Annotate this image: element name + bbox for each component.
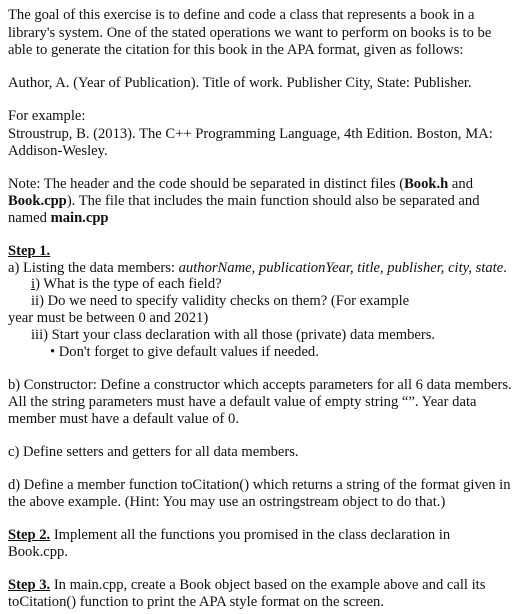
intro-line-2: library's system. One of the stated operations we want to perform on books is to be	[8, 25, 492, 41]
note-text: ). The file that includes the main function should also be separated and	[66, 193, 480, 209]
note-line-1	[8, 176, 473, 193]
note-text: Note: The header and the code should be separated in distinct files (	[8, 176, 405, 192]
note-file-main: main.cpp	[50, 210, 109, 226]
step1-b-line-1: b) Constructor: Define a constructor which accepts parameters for all 6 data members.	[8, 377, 512, 393]
apa-format-line: Author, A. (Year of Publication). Title of work. Publisher City, State: Publisher.	[8, 75, 472, 91]
step3-heading: Step 3.	[8, 577, 51, 593]
step1-heading	[8, 243, 50, 260]
step2-text: Implement all the functions you promised in the class declaration in	[50, 527, 451, 543]
step1-ii-line-1: ii) Do we need to specify validity checks on them? (For example	[31, 293, 410, 309]
note-line-3	[8, 210, 109, 227]
step1-i-text: ) What is the type of each field?	[35, 276, 222, 292]
example-line-2: Addison-Wesley.	[8, 143, 108, 159]
step1-iii-line: iii) Start your class declaration with all those (private) data members.	[31, 327, 436, 343]
step1-bullet-line	[50, 344, 319, 361]
note-line-2	[8, 193, 480, 210]
step2-line-2: Book.cpp.	[8, 544, 68, 560]
step1-a-members: authorName, publicationYear, title, publisher, city, state	[178, 260, 504, 276]
bullet-icon: •	[50, 344, 56, 360]
step2-heading: Step 2.	[8, 527, 51, 543]
example-line-1: Stroustrup, B. (2013). The C++ Programming Language, 4th Edition. Boston, MA:	[8, 126, 493, 142]
step1-a-text: a) Listing the data members:	[8, 260, 179, 276]
note-file-cpp: Book.cpp	[8, 193, 67, 209]
intro-line-3: able to generate the citation for this book in the APA format, given as follows:	[8, 42, 464, 58]
example-heading: For example:	[8, 108, 86, 124]
step1-heading-text: Step 1.	[8, 243, 51, 259]
step1-i-line	[31, 276, 222, 293]
step1-b-line-2: All the string parameters must have a default value of empty string “”. Year data	[8, 394, 477, 410]
step1-bullet-text: Don't forget to give default values if needed.	[58, 344, 319, 360]
note-text: named	[8, 210, 51, 226]
step1-ii-line-2: year must be between 0 and 2021)	[8, 310, 209, 326]
step1-d-line-1: d) Define a member function toCitation() which returns a string of the format given in	[8, 477, 511, 493]
note-text: and	[448, 176, 474, 192]
step3-line-1	[8, 577, 485, 594]
step3-line-2: toCitation() function to print the APA style format on the screen.	[8, 594, 385, 610]
step2-line-1	[8, 527, 450, 544]
step1-c-line: c) Define setters and getters for all data members.	[8, 444, 299, 460]
note-file-h: Book.h	[404, 176, 449, 192]
step1-i-number: i	[31, 276, 36, 292]
step1-d-line-2: the above example. (Hint: You may use an ostringstream object to do that.)	[8, 494, 446, 510]
intro-line-1: The goal of this exercise is to define and code a class that represents a book in a	[8, 7, 475, 23]
step1-a-period: .	[503, 260, 507, 276]
step3-text: In main.cpp, create a Book object based on the example above and call its	[50, 577, 486, 593]
step1-a-line	[8, 260, 507, 277]
step1-b-line-3: member must have a default value of 0.	[8, 411, 239, 427]
